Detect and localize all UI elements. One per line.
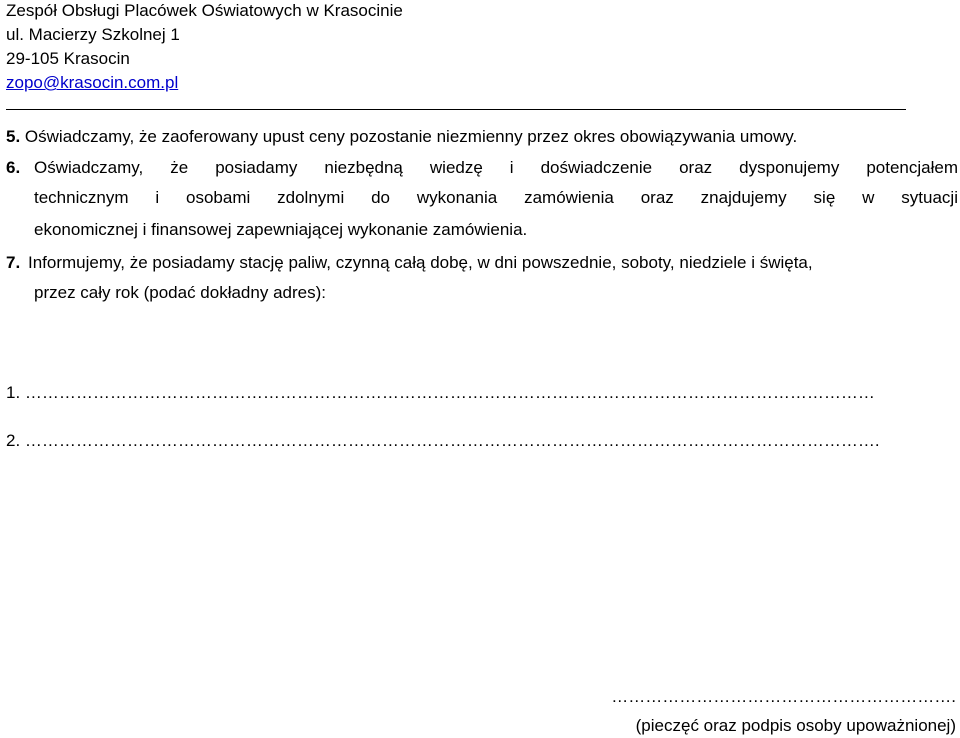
statement-5-text: Oświadczamy, że zaoferowany upust ceny pozostanie niezmienny przez okres obowiązywania umowy. <box>24 127 798 146</box>
address-line-1[interactable]: 1. …………………………………………………………………………………………………………………………………… <box>6 383 875 402</box>
statement-6-line-1: Oświadczamy, że posiadamy niezbędną wiedzę i doświadczenie oraz dysponujemy potencjałem <box>34 158 958 177</box>
signature-line: ……………………………………………………. <box>611 687 956 706</box>
statement-5-number: 5. <box>6 127 21 146</box>
statement-7-number <box>6 252 20 274</box>
statement-6-line-3: ekonomicznej i finansowej zapewniającej wykonanie zamówienia. <box>34 220 528 239</box>
statement-7-line-2: przez cały rok (podać dokładny adres): <box>34 283 326 302</box>
statement-7-number-label: 7. <box>6 253 21 272</box>
org-name: Zespół Obsługi Placówek Oświatowych w Krasocinie <box>6 1 403 20</box>
header-divider <box>6 109 906 110</box>
statement-7-line-1: Informujemy, że posiadamy stację paliw, czynną całą dobę, w dni powszednie, soboty, niedziele i święta, <box>28 253 813 272</box>
street-address: ul. Macierzy Szkolnej 1 <box>6 25 180 44</box>
statement-5 <box>6 126 797 148</box>
statement-6-number-label: 6. <box>6 158 21 177</box>
statement-6-number <box>6 157 20 179</box>
email-link[interactable]: zopo@krasocin.com.pl <box>6 73 179 92</box>
signature-caption: (pieczęć oraz podpis osoby upoważnionej) <box>635 716 956 735</box>
statement-6-line-2: technicznym i osobami zdolnymi do wykonania zamówienia oraz znajdujemy się w sytuacji <box>34 188 958 207</box>
postal-city: 29-105 Krasocin <box>6 49 130 68</box>
address-line-2[interactable]: 2. ……………………………………………………………………………………………………………………………………. <box>6 431 880 450</box>
